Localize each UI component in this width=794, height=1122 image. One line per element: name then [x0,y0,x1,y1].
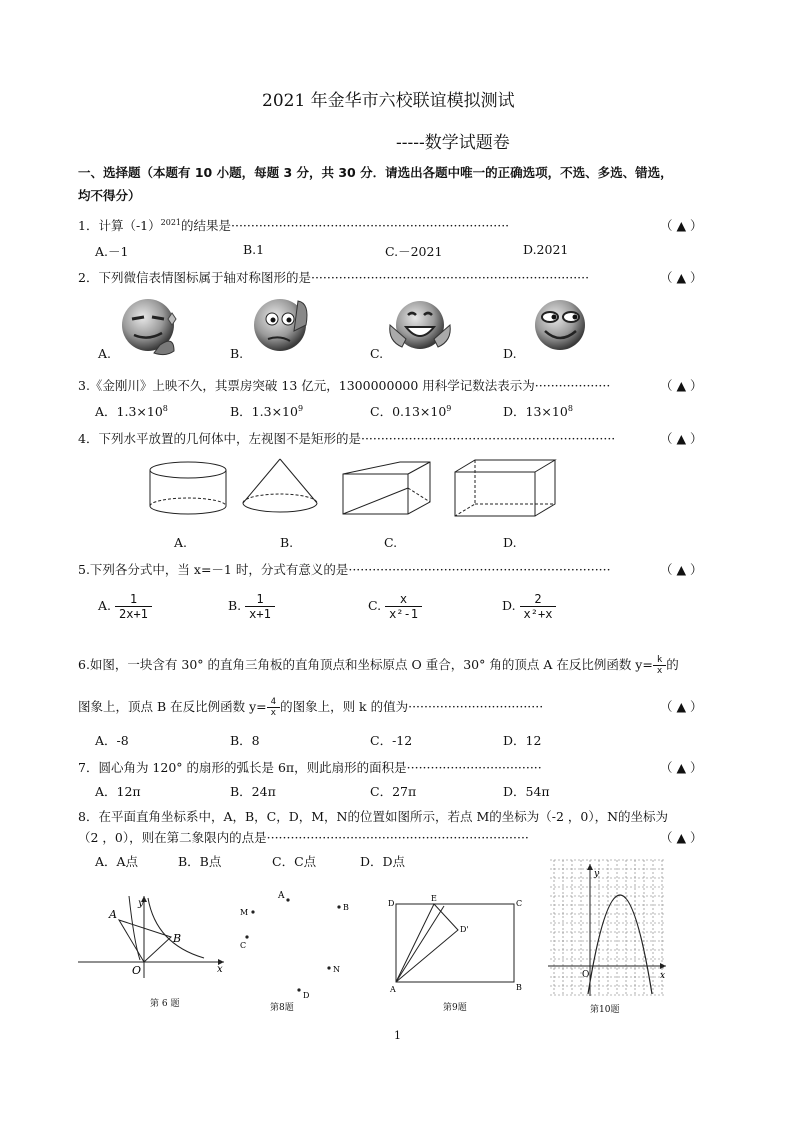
q5-option-b: B. $\frac{1}{x+1}$ [228,592,275,621]
question-5-text: 5.下列各分式中，当 x=－1 时，分式有意义的是 [78,562,349,577]
q4-option-c: C. [384,535,398,550]
q1-option-c: C.－2021 [385,244,443,259]
figure-10-parabola-grid [548,856,670,1002]
point-c-label: C [516,899,523,908]
question-1 [78,216,509,234]
origin-label: O [132,964,142,977]
question-3 [78,376,610,394]
point-m-label: M [240,908,249,917]
q4-option-d: D. [503,535,517,550]
leader-dots: ································································ [360,431,616,446]
answer-slot-6: （ ▲ ） [660,699,703,714]
question-1-text: 1．计算（-1） [78,218,161,233]
page-number: 1 [394,1029,401,1042]
smirk-emoji-icon [122,299,176,355]
answer-slot-8: （ ▲ ） [660,830,703,845]
point-d-label: D [303,991,310,1000]
q4-option-a: A. [174,535,188,550]
point-a-label: A [390,985,396,994]
leader-dots: ······································································ [231,218,510,233]
question-6-cont: 图象上，顶点 B 在反比例函数 y= $\frac{4}{x}$ 的图象上，则 k 的值为·································· [78,697,544,718]
prism-shape [343,462,430,514]
question-4-text: 4．下列水平放置的几何体中，左视图不是矩形的是 [78,431,361,446]
q8-option-c: C．C点 [272,854,317,869]
figure-8-points [236,888,356,1000]
exam-subtitle: -----数学试题卷 [396,133,510,153]
q6-option-d: D．12 [503,733,542,748]
q4-option-b: B. [280,535,294,550]
q3-option-c: C．$0.13\times 10^9$ [370,403,452,419]
q6-option-b: B．8 [230,733,260,748]
q1-option-b: B.1 [243,242,265,257]
q7-option-b: B．24π [230,784,276,799]
x-axis-label: x [217,964,223,975]
answer-slot-2: （ ▲ ） [660,270,703,285]
section-heading: 一、选择题（本题有 10 小题，每题 3 分，共 30 分．请选出各题中唯一的正确选项，不选、多选、错选， [78,165,673,180]
facepalm-emoji-icon [254,299,307,351]
point-d-prime-label: D' [460,925,469,934]
question-5 [78,560,611,578]
q2-option-b: B. [230,346,244,361]
question-8: 8．在平面直角坐标系中，A，B，C，D，M，N的位置如图所示，若点 M的坐标为（-2 ，0），N的坐标为 [78,809,669,824]
leader-dots: ·································································· [266,830,529,845]
figure-9-caption: 第9题 [443,1003,467,1013]
figure-10-caption: 第10题 [590,1005,620,1015]
q7-option-c: C．27π [370,784,417,799]
q2-option-c: C. [370,346,384,361]
leader-dots: ·································································· [348,562,611,577]
q3-option-a: A．$1.3\times 10^8$ [95,403,168,419]
figure-6-graph [74,892,234,982]
answer-slot-4: （ ▲ ） [660,431,703,446]
question-6: 6.如图，一块含有 30° 的直角三角板的直角顶点和坐标原点 O 重合，30° 角的顶点 A 在反比例函数 y= $\frac{k}{x}$ 的 [78,655,679,676]
exam-title: 2021 年金华市六校联谊模拟测试 [262,91,515,111]
figure-6-caption: 第 6 题 [150,999,180,1009]
grin-emoji-icon [390,301,451,349]
question-1-exponent: 2021 [160,217,181,227]
point-e-label: E [431,894,437,903]
point-b-label: B [343,903,349,912]
leader-dots: ··················· [534,378,611,393]
answer-slot-5: （ ▲ ） [660,562,703,577]
q8-option-b: B．B点 [178,854,222,869]
cylinder-shape [150,462,226,514]
smile-emoji-icon [535,300,585,350]
emoji-options-figure [90,295,710,365]
q5-option-a: A. $\frac{1}{2x+1}$ [98,592,152,621]
point-n-label: N [333,965,340,974]
figure-9-rectangle [386,894,526,998]
point-a-label: A [109,908,117,921]
q7-option-a: A．12π [95,784,141,799]
question-6-text: 6.如图，一块含有 30° 的直角三角板的直角顶点和坐标原点 O 重合，30° 角的顶点 A 在反比例函数 y= [78,657,653,672]
leader-dots: ······································································ [310,270,590,285]
question-7-text: 7．圆心角为 120° 的扇形的弧长是 6π，则此扇形的面积是 [78,760,407,775]
question-4 [78,429,615,447]
question-2 [78,268,589,286]
solids-figure [140,458,580,520]
point-b-label: B [516,983,522,992]
x-axis-label: x [660,971,666,981]
q5-option-c: C. $\frac{x}{\text{x²-1}}$ [368,592,422,621]
question-8-cont: （2 ，0），则在第二象限内的点是·································································· [78,830,529,845]
question-3-text: 3.《金刚川》上映不久，其票房突破 13 亿元，1300000000 用科学记数法表示为 [78,378,535,393]
q8-option-a: A．A点 [95,854,139,869]
q1-option-a: A.－1 [95,244,129,259]
answer-slot-3: （ ▲ ） [660,378,703,393]
q1-option-d: D.2021 [523,242,569,257]
question-1-text-end: 的结果是 [181,218,232,233]
answer-slot-1: （ ▲ ） [660,218,703,233]
cone-shape [243,459,317,512]
q2-option-a: A. [98,346,112,361]
q8-option-d: D．D点 [360,854,406,869]
answer-slot-7: （ ▲ ） [660,760,703,775]
y-axis-label: y [138,898,144,909]
leader-dots: ·································· [406,760,542,775]
origin-label: O [582,970,590,980]
section-heading-cont: 均不得分） [78,188,141,203]
figure-8-caption: 第8题 [270,1003,294,1013]
q6-option-c: C．-12 [370,733,413,748]
q6-option-a: A．-8 [95,733,129,748]
cuboid-shape [455,460,555,516]
point-d-label: D [388,899,395,908]
q5-option-d: D. $\frac{2}{\text{x²+x}}$ [502,592,556,621]
question-2-text: 2．下列微信表情图标属于轴对称图形的是 [78,270,311,285]
y-axis-label: y [594,869,600,879]
q3-option-b: B．$1.3\times 10^9$ [230,403,304,419]
point-c-label: C [240,941,247,950]
q7-option-d: D．54π [503,784,550,799]
point-b-label: B [173,932,182,945]
question-7 [78,758,542,776]
leader-dots: ·································· [408,699,544,714]
point-a-label: A [278,891,285,901]
q3-option-d: D．$13\times 10^8$ [503,403,573,419]
q2-option-d: D. [503,346,517,361]
